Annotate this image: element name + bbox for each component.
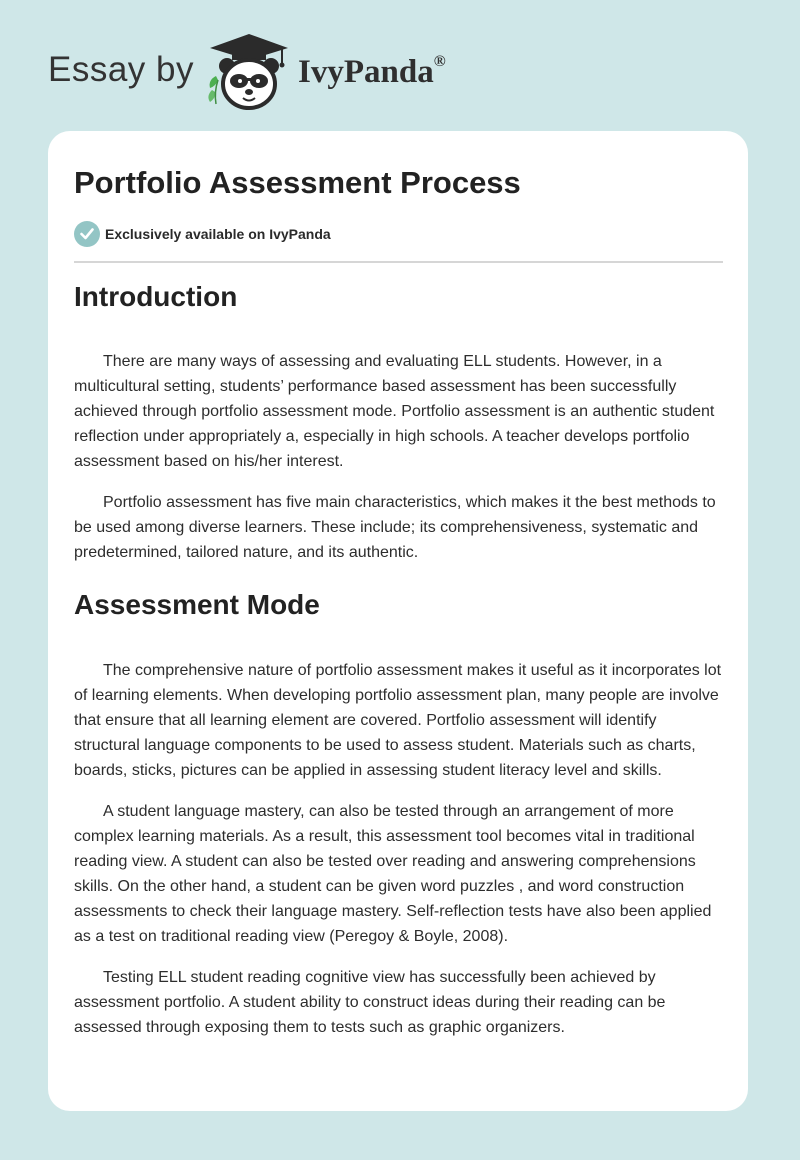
paragraph: Portfolio assessment has five main characteristics, which makes it the best methods to be used among diverse learners. These include; its comprehensiveness, systematic and predetermined, tailored nature, and its authentic. [74,494,716,562]
registered-mark: ® [433,53,446,70]
site-header [48,32,648,112]
brand-text: IvyPanda [298,54,434,90]
section-assessment-mode [74,587,724,1039]
page-title: Portfolio Assessment Process [74,165,521,200]
paragraph: The comprehensive nature of portfolio assessment makes it useful as it incorporates lot of learning elements. When developing portfolio assessment plan, many people are involve that ensure that all learning element are covered. Portfolio assessment will identify structural language components to be used to assess student. Materials such as charts, boards, sticks, pictures can be applied in assessing student literacy level and skills. [74,661,722,779]
section-introduction [74,279,724,565]
article-body [74,279,724,1056]
check-circle-icon [74,221,100,247]
section-heading: Introduction [74,281,238,312]
paragraph: A student language mastery, can also be tested through an arrangement of more complex learning materials. As a result, this assessment tool becomes vital in traditional reading view. A student can also be tested over reading and answering comprehensions skills. On the other hand, a student can be given word puzzles , and word construction assessments to check their language mastery. Self-reflection tests have also been applied as a test on traditional reading view (Peregoy & Boyle, 2008). [74,802,712,945]
article-card [48,131,748,1111]
section-heading: Assessment Mode [74,589,320,621]
panda-graduate-logo-icon[interactable] [202,32,296,112]
brand-name[interactable] [298,54,446,91]
title-divider [74,261,723,263]
paragraph: Testing ELL student reading cognitive view has successfully been achieved by assessment portfolio. A student ability to construct ideas during their reading can be assessed through exposing them to tests such as graphic organizers. [74,968,666,1036]
exclusive-label: Exclusively available on IvyPanda [105,226,331,242]
essay-by-label: Essay by [48,50,194,89]
paragraph: There are many ways of assessing and evaluating ELL students. However, in a multicultural setting, students’ performance based assessment has been successfully achieved through portfolio assessment mode. Portfolio assessment is an authentic student reflection under appropriately a, especially in high schools. A teacher develops portfolio assessment based on his/her interest. [74,353,715,471]
exclusive-badge [74,221,331,247]
